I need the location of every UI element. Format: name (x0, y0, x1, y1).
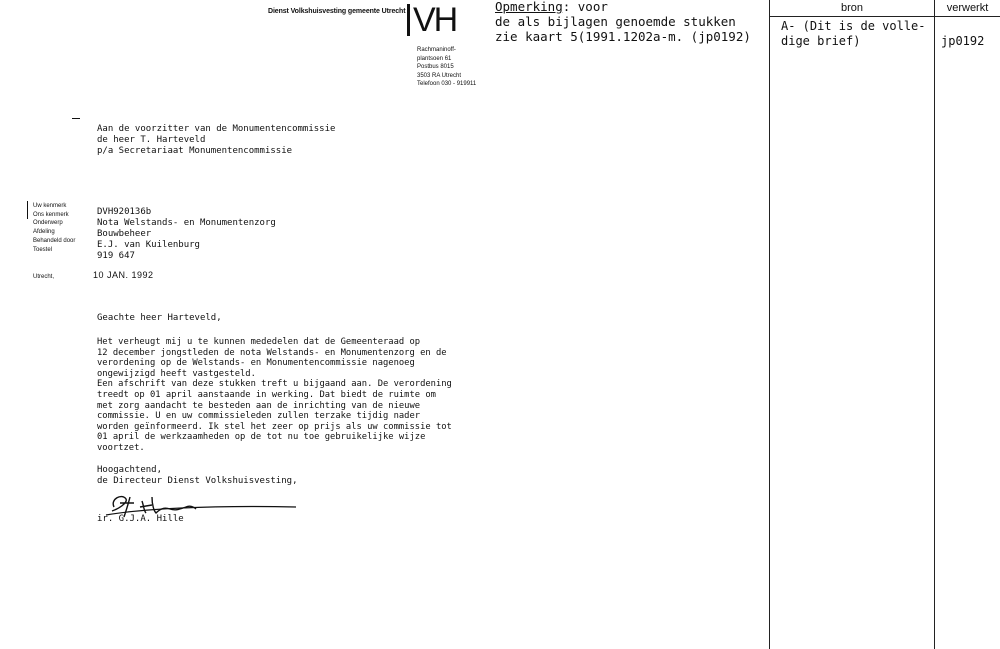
reference-label: Uw kenmerk (33, 203, 67, 209)
body-line: worden geïnformeerd. Ik stel het zeer op prijs als uw commissie tot (97, 421, 452, 432)
column-divider-right (934, 0, 935, 649)
reference-bar (27, 201, 28, 219)
address-line: Postbus 8015 (417, 64, 454, 70)
verwerkt-cell: jp0192 (941, 34, 985, 48)
body-line: 12 december jongstleden de nota Welstands- en Monumentenzorg en de (97, 347, 447, 358)
salutation: Geachte heer Harteveld, (97, 313, 222, 323)
body-line: commissie. U en uw commissieleden zullen terzake tijdig nader (97, 411, 421, 422)
body-line: met zorg aandacht te besteden aan de inrichting van de nieuwe (97, 400, 421, 411)
archive-remark (495, 0, 765, 44)
verwerkt-header: verwerkt (946, 2, 989, 14)
body-line: ongewijzigd heeft vastgesteld. (97, 368, 256, 379)
bron-line: A- (Dit is de volle- (781, 19, 926, 33)
recipient-block (97, 124, 335, 157)
logo-bar (407, 4, 410, 36)
body-line: Het verheugt mij u te kunnen mededelen dat de Gemeenteraad op (97, 337, 421, 347)
reference-label: Toestel (33, 246, 53, 253)
recipient-line: de heer T. Harteveld (97, 135, 206, 145)
reference-values (97, 207, 276, 262)
organization-name: Dienst Volkshuisvesting gemeente Utrecht (268, 8, 406, 15)
signer-name: ir. G.J.A. Hille (97, 514, 184, 524)
column-divider-left (769, 0, 770, 649)
vh-logo: VH (413, 1, 457, 39)
place-label: Utrecht, (33, 274, 55, 280)
reference-value: DVH920136b (97, 207, 152, 217)
body-line: verordening op de Welstands- en Monumentencommissie nagenoeg (97, 358, 415, 369)
bron-header: bron (840, 2, 864, 14)
letterhead-address (417, 46, 476, 89)
reference-label: Behandeld door (33, 237, 76, 244)
remark-line1: : voor (562, 0, 608, 14)
body-line: treedt op 01 april aanstaande in werking. Dat biedt de ruimte om (97, 389, 436, 400)
reference-value: Bouwbeheer (97, 229, 152, 239)
bron-cell (781, 19, 941, 49)
reference-value: 919 647 (97, 251, 135, 261)
recipient-line: p/a Secretariaat Monumentencommissie (97, 146, 293, 156)
letter-body (97, 337, 457, 454)
bron-line: dige brief) (781, 34, 861, 48)
reference-label: Ons kenmerk (33, 211, 69, 218)
address-line: plantsoen 61 (417, 55, 452, 62)
remark-line3: zie kaart 5(1991.1202a-m. (jp0192) (495, 29, 751, 44)
reference-value: E.J. van Kuilenburg (97, 240, 200, 250)
reference-label: Afdeling (33, 229, 55, 236)
address-line: Telefoon 030 - 919911 (417, 81, 477, 87)
closing-block (97, 465, 297, 487)
closing-line: Hoogachtend, (97, 465, 163, 475)
address-line: 3503 RA Utrecht (417, 72, 462, 79)
remark-line2: de als bijlagen genoemde stukken (495, 14, 736, 29)
remark-label: Opmerking (495, 0, 563, 14)
closing-line: de Directeur Dienst Volkshuisvesting, (97, 476, 298, 486)
reference-labels (33, 202, 75, 254)
date-stamp: 10 JAN. 1992 (93, 270, 154, 280)
recipient-line: Aan de voorzitter van de Monumentencommissie (97, 124, 336, 134)
address-line: Rachmaninoff- (417, 47, 456, 53)
fold-mark (72, 118, 80, 119)
body-line: Een afschrift van deze stukken treft u bijgaand aan. De verordening (97, 379, 452, 390)
body-line: 01 april de werkzaamheden op de tot nu toe gebruikelijke wijze (97, 432, 426, 443)
body-line: voortzet. (97, 442, 145, 453)
reference-value: Nota Welstands- en Monumentenzorg (97, 218, 276, 228)
reference-label: Onderwerp (33, 220, 63, 227)
header-rule (770, 16, 1000, 17)
